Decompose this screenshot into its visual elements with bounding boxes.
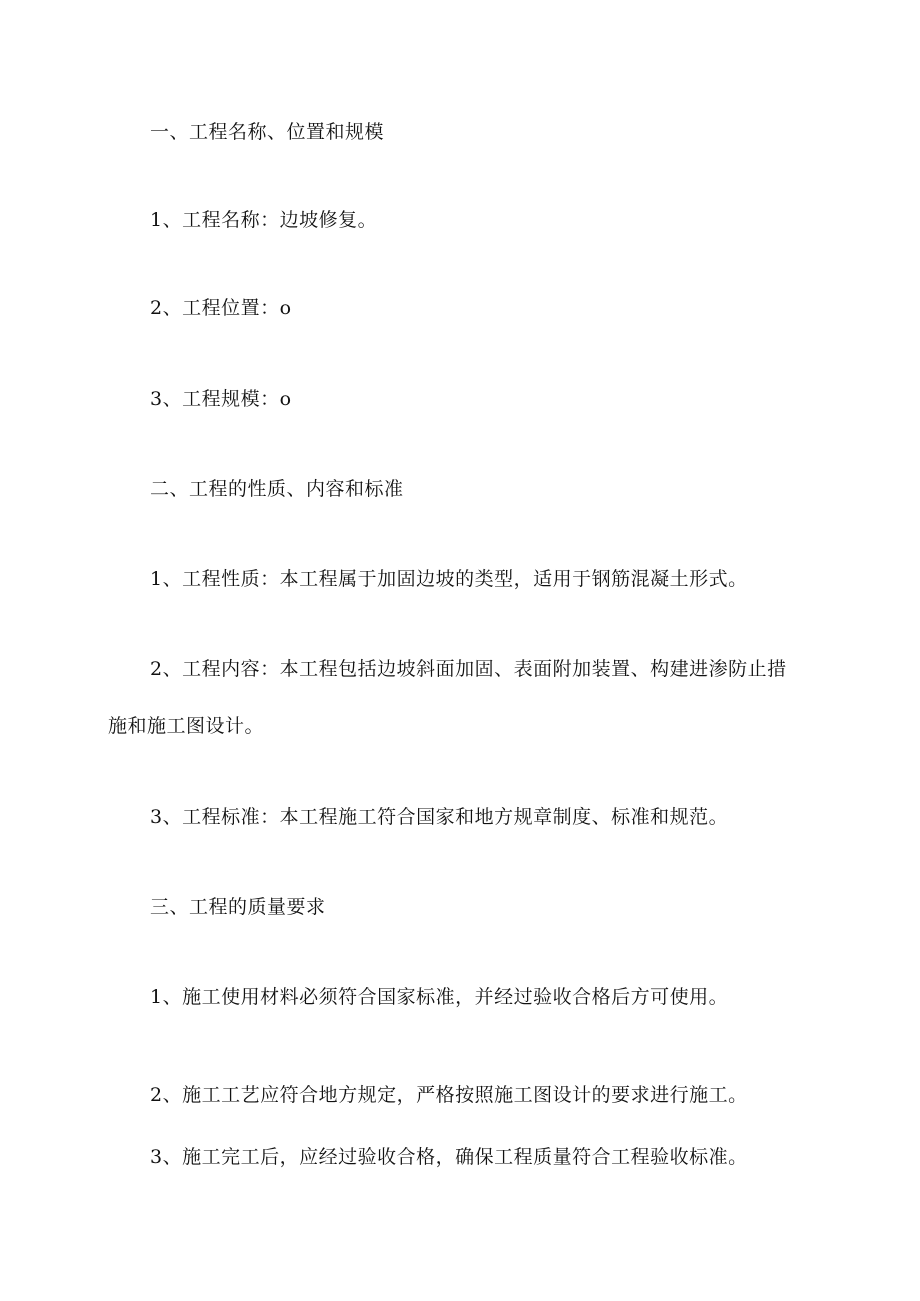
section-2-heading: 二、工程的性质、内容和标准 bbox=[150, 478, 404, 500]
section-3-item-1: 1、施工使用材料必须符合国家标准，并经过验收合格后方可使用。 bbox=[150, 986, 729, 1008]
section-1-item-1: 1、工程名称：边坡修复。 bbox=[150, 209, 378, 231]
section-3-heading: 三、工程的质量要求 bbox=[150, 896, 326, 918]
section-1-heading: 一、工程名称、位置和规模 bbox=[150, 121, 385, 143]
section-2-item-3: 3、工程标准：本工程施工符合国家和地方规章制度、标准和规范。 bbox=[150, 806, 729, 828]
section-3-item-3: 3、施工完工后，应经过验收合格，确保工程质量符合工程验收标准。 bbox=[150, 1146, 748, 1168]
section-3-item-2: 2、施工工艺应符合地方规定，严格按照施工图设计的要求进行施工。 bbox=[150, 1084, 748, 1106]
section-2-item-2-line-2: 施和施工图设计。 bbox=[108, 715, 265, 737]
section-2-item-1: 1、工程性质：本工程属于加固边坡的类型，适用于钢筋混凝土形式。 bbox=[150, 568, 748, 590]
section-2-item-2-line-1: 2、工程内容：本工程包括边坡斜面加固、表面附加装置、构建进渗防止措 bbox=[150, 658, 787, 680]
section-1-item-2: 2、工程位置：o bbox=[150, 297, 292, 319]
section-1-item-3: 3、工程规模：o bbox=[150, 388, 292, 410]
